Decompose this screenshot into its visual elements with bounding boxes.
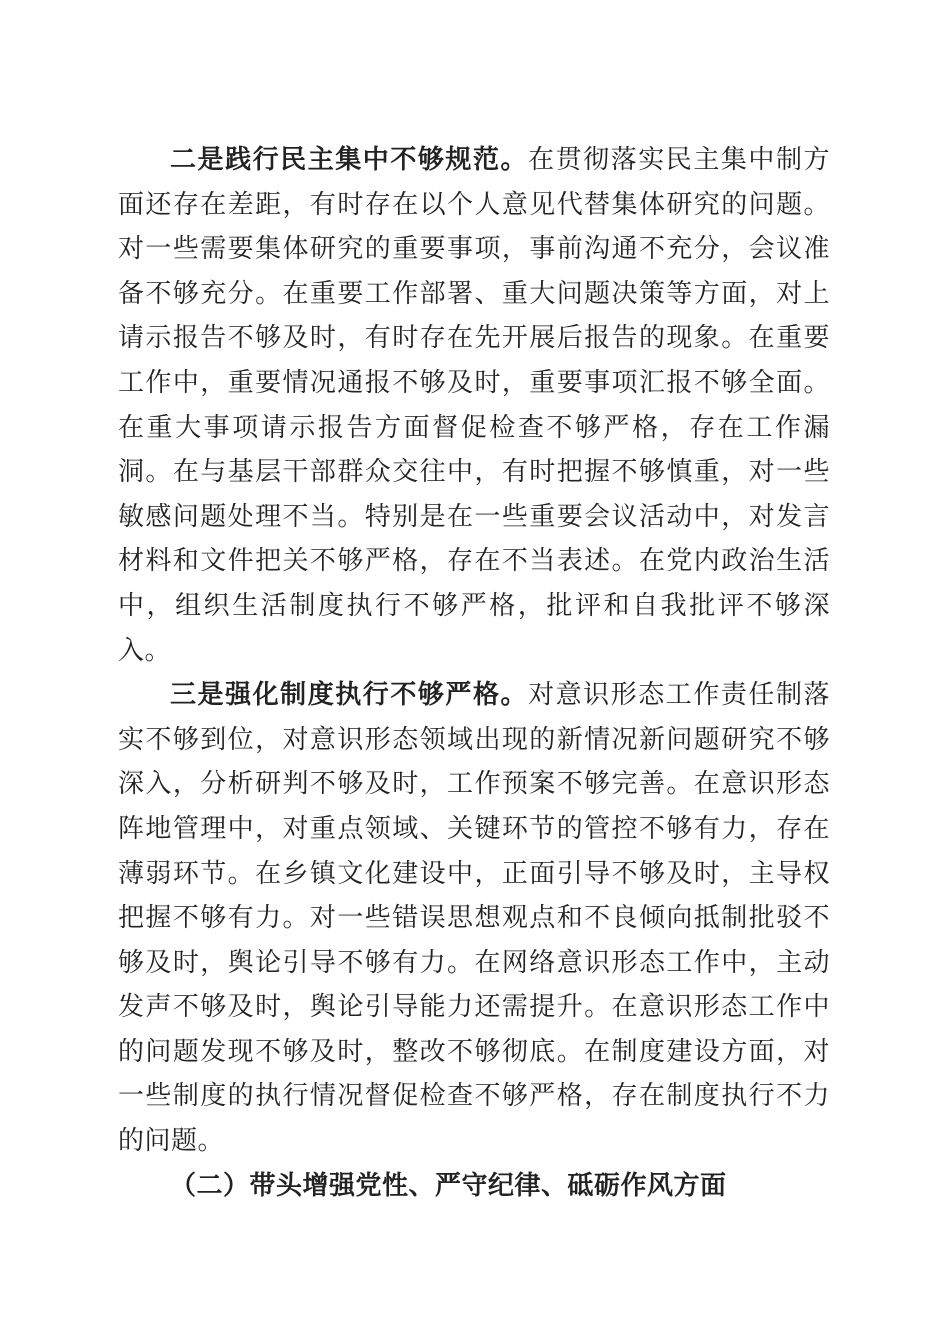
paragraph-democratic-centralism xyxy=(118,138,830,673)
section-heading: （二）带头增强党性、严守纪律、砥砺作风方面 xyxy=(170,1170,727,1201)
paragraph-body-text: 在贯彻落实民主集中制方面还存在差距，有时存在以个人意见代替集体研究的问题。对一些需要集体研究的重要事项，事前沟通不充分，会议准备不够充分。在重要工作部署、重大问题决策等方面，对上请示报告不够及时，有时存在先开展后报告的现象。在重要工作中，重要情况通报不够及时，重要事项汇报不够全面。在重大事项请示报告方面督促检查不够严格，存在工作漏洞。在与基层干部群众交往中，有时把握不够慎重，对一些敏感问题处理不当。特别是在一些重要会议活动中，对发言材料和文件把关不够严格，存在不当表述。在党内政治生活中，组织生活制度执行不够严格，批评和自我批评不够深入。 xyxy=(118,145,830,666)
document-body xyxy=(118,138,830,1208)
paragraph-lead-heading: 二是践行民主集中不够规范。 xyxy=(170,145,529,175)
paragraph-system-execution xyxy=(118,673,830,1164)
paragraph-body-text: 对意识形态工作责任制落实不够到位，对意识形态领域出现的新情况新问题研究不够深入，分析研判不够及时，工作预案不够完善。在意识形态阵地管理中，对重点领域、关键环节的管控不够有力，存在薄弱环节。在乡镇文化建设中，正面引导不够及时，主导权把握不够有力。对一些错误思想观点和不良倾向抵制批驳不够及时，舆论引导不够有力。在网络意识形态工作中，主动发声不够及时，舆论引导能力还需提升。在意识形态工作中的问题发现不够及时，整改不够彻底。在制度建设方面，对一些制度的执行情况督促检查不够严格，存在制度执行不力的问题。 xyxy=(118,680,830,1157)
paragraph-lead-heading: 三是强化制度执行不够严格。 xyxy=(170,680,529,711)
